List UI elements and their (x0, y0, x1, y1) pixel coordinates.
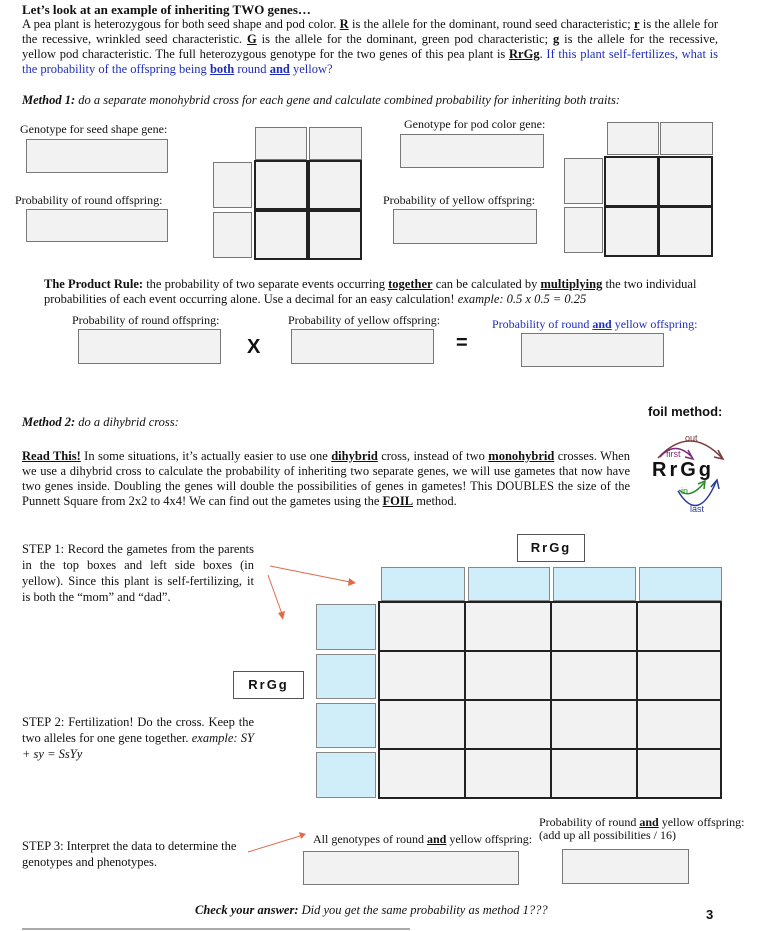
method2-heading: Method 2: do a dihybrid cross: (22, 415, 179, 429)
dihybrid-cell[interactable] (636, 748, 722, 799)
dihybrid-cell[interactable] (378, 748, 466, 799)
round-prob-label: Probability of round offspring: (15, 193, 163, 207)
parent-top-genotype: RrGg (517, 534, 585, 562)
foil-in-label: in (681, 486, 689, 496)
intro-question: If this plant self-fertilizes, what is the probability of the offspring being both round and yellow? (22, 47, 718, 76)
parent-left-genotype: RrGg (233, 671, 304, 699)
dihybrid-cell[interactable] (464, 748, 552, 799)
top-gamete-box[interactable] (639, 567, 722, 601)
top-gamete-box[interactable] (468, 567, 550, 601)
left-gamete-box[interactable] (316, 703, 376, 748)
step3-text: STEP 3: Interpret the data to determine the genotypes and phenotypes. (22, 839, 237, 869)
intro-text: is the allele for the dominant, round seed characteristic; (348, 17, 634, 31)
dihybrid-cell[interactable] (464, 699, 552, 750)
foil-last-label: last (690, 504, 705, 514)
dihybrid-cell[interactable] (550, 748, 638, 799)
dihybrid-prob-label: Probability of round and yellow offspring: (add up all possibilities / 16) (539, 815, 745, 842)
dihybrid-cell[interactable] (550, 650, 638, 701)
allele-R: R (339, 17, 349, 31)
left-gamete-box[interactable] (316, 604, 376, 650)
step2-text: STEP 2: Fertilization! Do the cross. Keep the two alleles for one gene together. example: SY + sy = SsYy (22, 715, 254, 761)
dihybrid-cell[interactable] (464, 601, 552, 652)
method1-heading: Method 1: do a separate monohybrid cross for each gene and calculate combined probability for inheriting both traits: (22, 93, 620, 107)
foil-first-label: first (666, 449, 681, 459)
allele-r: r (634, 17, 640, 31)
dihybrid-cell[interactable] (464, 650, 552, 701)
dihybrid-cell[interactable] (636, 601, 722, 652)
page-number: 3 (706, 907, 714, 922)
read-this-paragraph: Read This! In some situations, it’s actually easier to use one dihybrid cross, instead of two monohybrid crosses. When we use a dihybrid cross to calculate the probability of inheriting two separate genes, we will use gametes that now have two genes inside. Doubling the genes will double the possibilities of genes in gametes! This DOUBLES the size of the Punnett Square from 2x2 to 4x4! We can find out the gametes using the FOIL method. (22, 449, 630, 508)
dihybrid-cell[interactable] (550, 699, 638, 750)
dihybrid-cell[interactable] (636, 699, 722, 750)
yellow-prob-label: Probability of yellow offspring: (383, 193, 536, 207)
dihybrid-cell[interactable] (378, 601, 466, 652)
intro-text: is the allele for the recessive, yellow pod characteristic. The full heterozygous genotype for the two genes of this pea plant is (22, 32, 719, 61)
all-genotypes-label: All genotypes of round and yellow offspring: (313, 832, 533, 846)
equals-sign: = (456, 332, 468, 354)
page-title: Let’s look at an example of inheriting TWO genes… (22, 2, 311, 17)
dihybrid-cell[interactable] (378, 699, 466, 750)
product-yellow-label: Probability of yellow offspring: (288, 313, 441, 327)
left-gamete-box[interactable] (316, 752, 376, 798)
allele-g: g (553, 32, 560, 46)
dihybrid-cell[interactable] (636, 650, 722, 701)
all-genotypes-input[interactable] (303, 851, 519, 885)
intro-text: is the allele for the dominant, green pod characteristic; (256, 32, 554, 46)
top-gamete-box[interactable] (381, 567, 465, 601)
intro-text: . (539, 47, 547, 61)
step1-text: STEP 1: Record the gametes from the parents in the top boxes and left side boxes (in yellow). Since this plant is self-fertilizing, it is both the “mom” and “dad”. (22, 542, 254, 604)
intro-text: A pea plant is heterozygous for both seed shape and pod color. (22, 17, 340, 31)
intro-text: is the allele for the recessive, wrinkled seed characteristic. (22, 17, 719, 46)
foil-out-label: out (685, 433, 698, 443)
pod-genotype-label: Genotype for pod color gene: (404, 117, 546, 131)
product-rule-paragraph: The Product Rule: the probability of two separate events occurring together can be calculated by multiplying the two individual probabilities of each event occurring alone. Use a decimal for an easy calculation! example: 0.5 x 0.5 = 0.25 (44, 277, 697, 306)
left-gamete-box[interactable] (316, 654, 376, 699)
genotype-RrGg: RrGg (509, 47, 540, 61)
product-round-label: Probability of round offspring: (72, 313, 220, 327)
dihybrid-cell[interactable] (378, 650, 466, 701)
foil-genotype: RrGg (652, 459, 714, 481)
multiply-sign: X (247, 336, 261, 358)
foil-title: foil method: (648, 404, 723, 419)
top-gamete-box[interactable] (553, 567, 636, 601)
check-answer: Check your answer: Did you get the same probability as method 1??? (195, 903, 548, 917)
product-combined-label: Probability of round and yellow offspring: (492, 317, 698, 331)
dihybrid-prob-input[interactable] (562, 849, 689, 884)
seed-genotype-label: Genotype for seed shape gene: (20, 122, 168, 136)
dihybrid-cell[interactable] (550, 601, 638, 652)
allele-G: G (247, 32, 257, 46)
